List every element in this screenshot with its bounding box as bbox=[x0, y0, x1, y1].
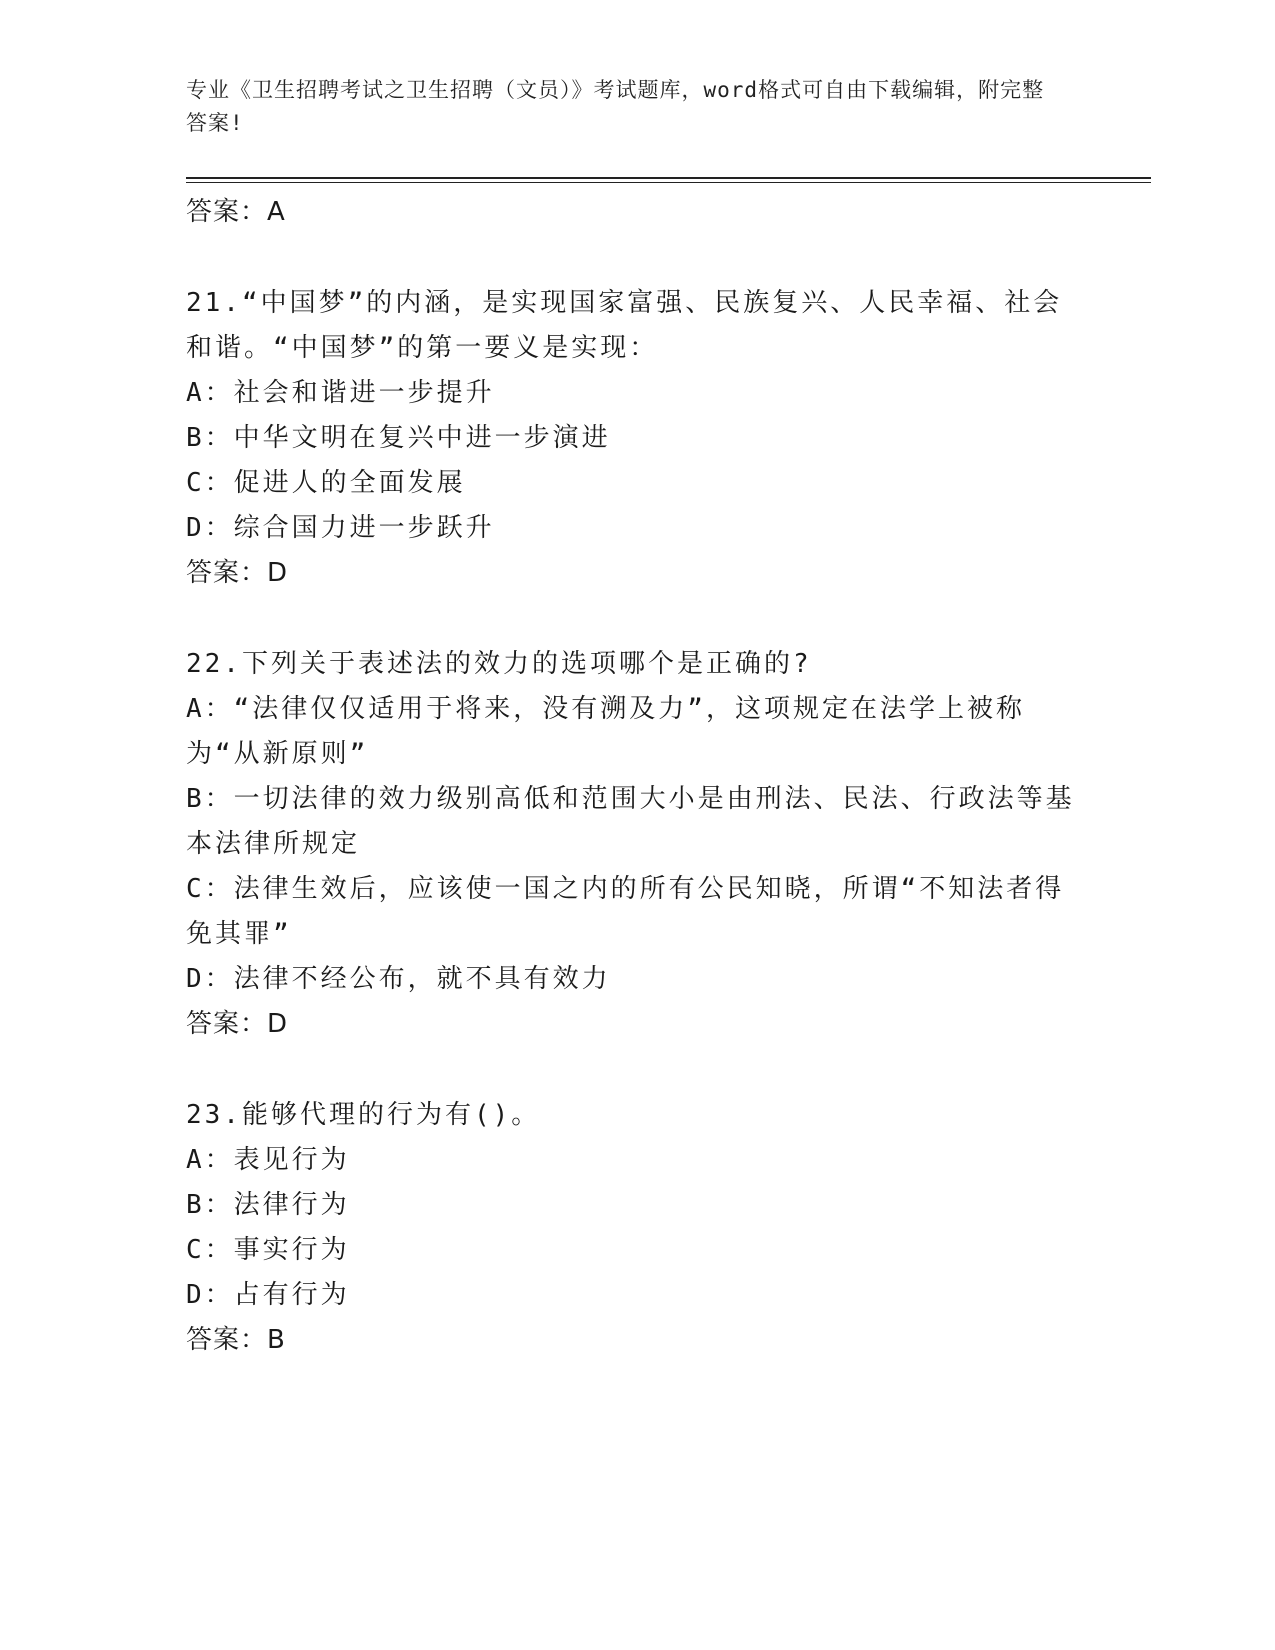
header-divider-thin bbox=[186, 182, 1151, 183]
option-d: D：综合国力进一步跃升 bbox=[186, 513, 495, 543]
question-answer: 答案：D bbox=[186, 558, 289, 588]
question-answer: 答案：B bbox=[186, 1325, 286, 1355]
document-header bbox=[186, 74, 1066, 140]
option-c: C：事实行为 bbox=[186, 1235, 350, 1265]
question-23 bbox=[186, 1093, 1076, 1363]
option-d: D：占有行为 bbox=[186, 1280, 350, 1310]
option-c: C：促进人的全面发展 bbox=[186, 468, 466, 498]
header-title: 专业《卫生招聘考试之卫生招聘（文员）》考试题库，word格式可自由下载编辑，附完整答案! bbox=[186, 78, 1045, 135]
question-answer: 答案：D bbox=[186, 1009, 289, 1039]
question-stem: 21.“中国梦”的内涵，是实现国家富强、民族复兴、人民幸福、社会和谐。“中国梦”的第一要义是实现： bbox=[186, 288, 1063, 363]
question-21 bbox=[186, 281, 1076, 596]
question-list bbox=[186, 190, 1076, 1409]
option-a: A：社会和谐进一步提升 bbox=[186, 378, 495, 408]
question-stem: 23.能够代理的行为有()。 bbox=[186, 1100, 541, 1130]
option-b: B：一切法律的效力级别高低和范围大小是由刑法、民法、行政法等基本法律所规定 bbox=[186, 784, 1075, 859]
option-c: C：法律生效后，应该使一国之内的所有公民知晓，所谓“不知法者得免其罪” bbox=[186, 874, 1065, 949]
header-divider-thick bbox=[186, 177, 1151, 179]
previous-answer: 答案：A bbox=[186, 197, 286, 227]
option-b: B：法律行为 bbox=[186, 1190, 350, 1220]
option-a: A：表见行为 bbox=[186, 1145, 350, 1175]
option-a: A：“法律仅仅适用于将来，没有溯及力”，这项规定在法学上被称为“从新原则” bbox=[186, 694, 1025, 769]
option-b: B：中华文明在复兴中进一步演进 bbox=[186, 423, 611, 453]
option-d: D：法律不经公布，就不具有效力 bbox=[186, 964, 611, 994]
question-stem: 22.下列关于表述法的效力的选项哪个是正确的? bbox=[186, 649, 812, 679]
question-22 bbox=[186, 642, 1076, 1047]
